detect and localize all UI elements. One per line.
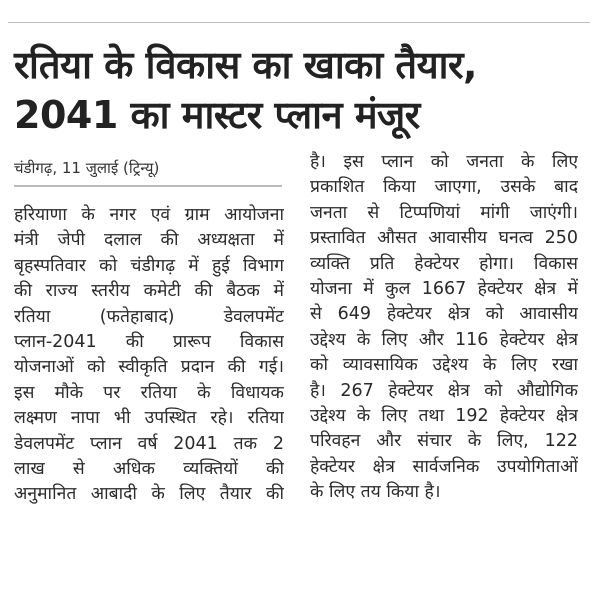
text-line: मंत्री जेपी दलाल की अध्यक्षता में [14,230,284,251]
text-line: रतिया (फतेहाबाद) डेवलपमेंट [14,306,284,327]
text-line: हेक्टेयर क्षेत्र सार्वजनिक उपयोगिताओं [310,456,578,477]
text-line: अनुमानित आबादी के लिए तैयार की [14,484,284,505]
text-line: प्रस्तावित औसत आवासीय घनत्व 250 [310,228,578,249]
text-line: को व्यावसायिक उद्देश्य के लिए रखा [310,355,578,376]
text-line: से 649 हेक्टेयर क्षेत्र को आवासीय [310,304,578,325]
text-line: बृहस्पतिवार को चंडीगढ़ में हुई विभाग [14,255,284,276]
text-line: प्लान-2041 की प्रारूप विकास [14,332,284,353]
article-column-right [310,150,578,506]
headline-line-1: रतिया के विकास का खाका तैयार, [14,43,477,87]
text-line: योजनाओं को स्वीकृति प्रदान की गई। [14,357,284,378]
headline [14,40,594,140]
dateline: चंडीगढ़, 11 जुलाई (ट्रिन्यू) [14,159,160,177]
text-line: जनता से टिप्पणियां मांगी जाएंगी। [310,202,578,223]
text-line: के लिए तय किया है। [310,482,441,503]
text-line: लाख से अधिक व्यक्तियों की [14,459,284,480]
text-line: प्रकाशित किया जाएगा, उसके बाद [310,177,578,198]
dateline-rule [14,185,282,187]
text-line: है। 267 हेक्टेयर क्षेत्र को औद्योगिक [310,380,578,401]
text-line: व्यक्ति प्रति हेक्टेयर होगा। विकास [310,253,578,274]
text-line: उद्देश्य के लिए तथा 192 हेक्टेयर क्षेत्र [310,406,578,427]
text-line: लक्ष्मण नापा भी उपस्थित रहे। रतिया [14,408,284,429]
text-line: इस मौके पर रतिया के विधायक [14,382,284,403]
top-rule [8,22,590,23]
text-line: योजना में कुल 1667 हेक्टेयर क्षेत्र में [310,279,578,300]
article-column-left [14,203,284,508]
text-line: हरियाणा के नगर एवं ग्राम आयोजना [14,205,284,225]
text-line: की राज्य स्तरीय कमेटी की बैठक में [14,281,284,302]
headline-line-2: 2041 का मास्टर प्लान मंजूर [14,93,420,137]
text-line: परिवहन और संचार के लिए, 122 [310,431,578,452]
text-line: है। इस प्लान को जनता के लिए [310,152,578,172]
text-line: उद्देश्य के लिए और 116 हेक्टेयर क्षेत्र [310,329,578,350]
text-line: डेवलपमेंट प्लान वर्ष 2041 तक 2 [14,433,284,454]
